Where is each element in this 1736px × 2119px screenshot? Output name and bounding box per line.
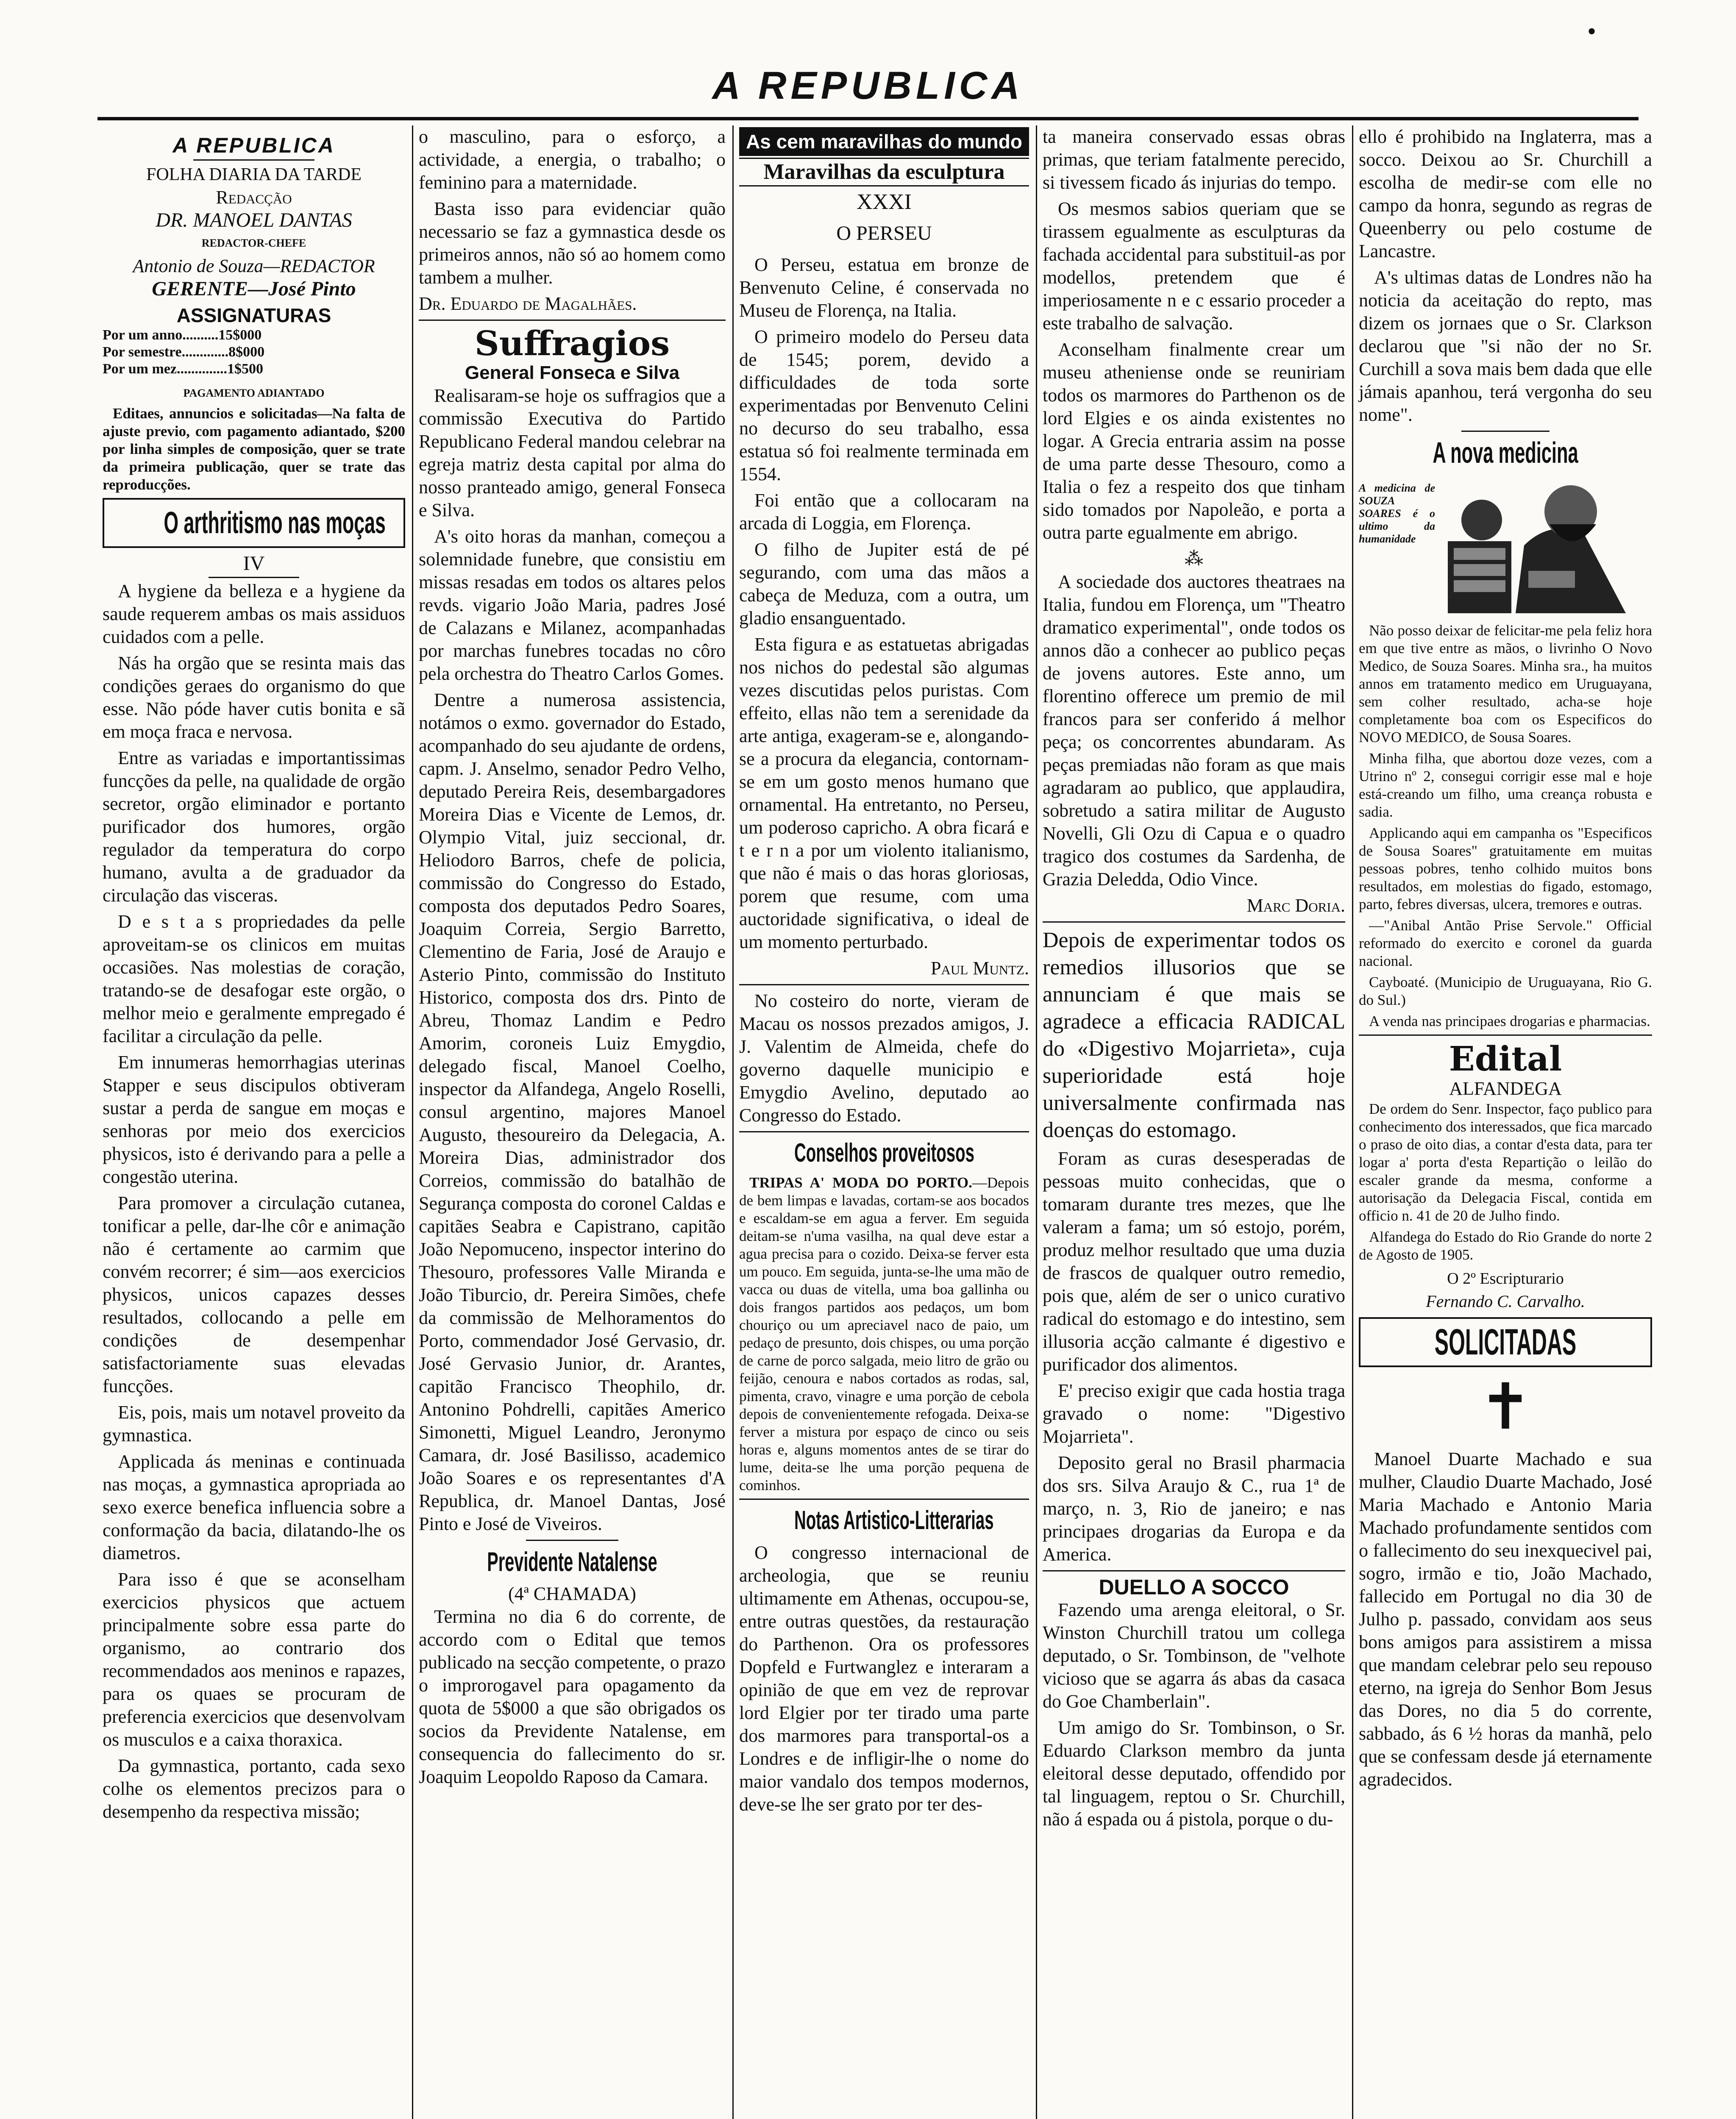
suffragios-subtitle: General Fonseca e Silva — [465, 362, 680, 383]
paragraph: A sociedade dos auctores theatraes na Italia, fundou em Florença, um "Theatro dramatico experimental", onde todos os annos dão a conhecer ao publico peças de jovens autores. Este anno, um florentino offerece um premio de mil francos para ser conferido á melhor peça; os concorrentes abundaram. As peças premiadas não foram as que mais agradaram ao publico, que applaudira, sobretudo a satira militar de Augusto Novelli, Gli Ozu di Capua e o quadro tragico dos costumes da Sardenha, de Grazia Deledda, Odio Vince. — [1043, 571, 1345, 890]
recipe-text: —Depois de bem limpas e lavadas, cortam-se aos bocados e escaldam-se em agua a ferver. Em seguida deitam-se n'uma vasilha, na qual deve estar a agua precisa para o cozido. Deixa-se ferver esta um pouco. Em seguida, junta-se-lhe uma mão de vacca ou duas de vitella, uma boa gallinha ou dois frangos partidos aos pedaços, um bom chouriço ou um apreciavel naco de paio, um pedaço de presunto, dois chispes, ou uma porção de carne de porco salgada, meio litro de grão ou feijão, cenoura e nabos cortados as rodas, sal, pimenta, cravo, vinagre e uma porção de cebola depois de convenientemente refogada. Deixa-se ferver a mistura por espaço de cinco ou seis horas e, alguns momentos antes de se tirar do lume, deita-se lhe uma porção pequena de cominhos. — [739, 1174, 1029, 1493]
doctor-illustration — [1444, 473, 1647, 617]
editaes-note: Editaes, annuncios e solicitadas—Na falta de ajuste previo, com pagamento adiantado, $200 por linha simples de composição, quer se trate da primeira publicação, quer se trate das reproducções. — [103, 405, 405, 493]
paragraph: o masculino, para o esforço, a actividade, a energia, o trabalho; o feminino para a maternidade. — [419, 126, 726, 193]
arthritismo-title-box — [103, 498, 405, 548]
assignaturas-price: Por um anno..........15$000 — [103, 327, 262, 343]
signature: Marc Doria. — [1246, 895, 1345, 916]
section-subtitle: Maravilhas da esculptura — [739, 158, 1029, 186]
conselhos-title: Conselhos proveitosos — [794, 1138, 975, 1168]
divider — [193, 159, 314, 161]
advert-illustration — [1359, 473, 1652, 617]
paragraph: Alfandega do Estado do Rio Grande do norte 2 de Agosto de 1905. — [1359, 1229, 1652, 1263]
paragraph: Dentre a numerosa assistencia, notámos o exmo. governador do Estado, acompanhado do seu ajudante de ordens, capm. J. Anselmo, senador Pedro Velho, deputado Pereira Reis, desembargadores Moreira Dias e Vicente de Lemos, dr. Olympio Vital, juiz seccional, dr. Heliodoro Barros, chefe de policia, commissão do Congresso do Estado, composta dos deputados Pedro Soares, Joaquim Correia, Sergio Barretto, Clementino de Faria, José de Araujo e Asterio Pinto, commissão do Instituto Historico, composta dos drs. Pinto de Abreu, Thomaz Landim e Pedro Amorim, coroneis Luiz Emygdio, delegado fiscal, Manoel Coelho, inspector da Alfandega, Angelo Roselli, consul argentino, majores Manoel Augusto, thesoureiro da Delegacia, A. Moreira Dias, administrador dos Correios, commissão do batalhão de Segurança composta do coronel Caldas e capitães Seabra e Capistrano, capitão João Nepomuceno, inspector interino do Thesouro, professores Valle Miranda e João Tiburcio, dr. Pereira Simões, chefe da commissão de Melhoramentos do Porto, commendador José Gervasio, dr. José Gervasio Junior, dr. Arantes, capitão Francisco Theophilo, dr. Antonino Pohdrelli, capitães Americo Simonetti, Miguel Leandro, Jeronymo Camara, dr. José Basilisso, academico João Soares e os representantes d'A Republica, dr. Manoel Dantas, José Pinto e José de Viveiros. — [419, 690, 726, 1534]
paragraph: A hygiene da belleza e a hygiene da saude requerem ambas os mais assiduos cuidados com a pelle. — [103, 581, 405, 647]
paragraph: No costeiro do norte, vieram de Macau os nossos prezados amigos, J. J. Valentim de Almeida, chefe do governo daquelle municipio e Emygdio Avelino, deputado ao Congresso do Estado. — [739, 990, 1029, 1126]
article-part: IV — [243, 552, 265, 575]
signature: Paul Muntz. — [931, 958, 1029, 979]
column-divider — [412, 125, 413, 2119]
paragraph: Realisaram-se hoje os suffragios que a commissão Executiva do Partido Republicano Federal mandou celebrar na egreja matriz desta capital por alma do nosso pranteado amigo, general Fonseca e Silva. — [419, 385, 726, 520]
colophon-name: A REPUBLICA — [172, 133, 335, 157]
colophon-director-role: REDACTOR-CHEFE — [201, 237, 306, 249]
divider — [739, 1131, 1029, 1132]
assignaturas-price: Por semestre.............8$000 — [103, 344, 265, 360]
paragraph: ello é prohibido na Inglaterra, mas a socco. Deixou ao Sr. Churchill a escolha de medir-se com elle no campo da honra, segundo as regras de Queenberry ou pelo costume de Lancastre. — [1359, 126, 1652, 261]
testimonial: A venda nas principaes drogarias e pharmacias. — [1369, 1013, 1650, 1029]
section-banner: As cem maravilhas do mundo — [739, 127, 1029, 156]
divider — [1461, 431, 1550, 432]
divider — [419, 320, 726, 321]
paragraph: A's oito horas da manhan, começou a solemnidade funebre, que consistiu em missas resadas em todos os altares pelos revds. vigario João Maria, padres José de Calazans e Milanez, acompanhadas por marchas funebres tocadas no côro pela orchestra do Theatro Carlos Gomes. — [419, 526, 726, 684]
duello-title: DUELLO A SOCCO — [1099, 1575, 1289, 1599]
masthead-rule — [97, 117, 1639, 120]
assignaturas-title: ASSIGNATURAS — [176, 304, 331, 326]
paragraph: De ordem do Senr. Inspector, faço publico para conhecimento dos interessados, que fica marcado o praso de oito dias, a contar d'esta data, para ter logar a' porta d'esta Repartição o leilão do escaler grande da mesma, conforme a autorisação da Delegacia Fiscal, contida em officio n. 41 de 20 de Julho findo. — [1359, 1101, 1652, 1224]
divider — [209, 577, 299, 578]
solicitadas-title: SOLICITADAS — [1434, 1322, 1577, 1363]
paragraph: Applicada ás meninas e continuada nas moças, a gymnastica apropriada ao sexo exerce benefica influencia sobre a conformação da bacia, dilatando-lhe os diametros. — [103, 1451, 405, 1563]
colophon-subtitle: FOLHA DIARIA DA TARDE — [146, 165, 362, 184]
radical-advert: Depois de experimentar todos os remedios illusorios que se annunciam é que mais se agradece a efficacia RADICAL do «Digestivo Mojarrieta», cuja superioridade está hoje universalmente confirmada nas doenças do estomago. — [1043, 928, 1345, 1142]
solicitadas-title-box — [1359, 1317, 1652, 1367]
paragraph: Manoel Duarte Machado e sua mulher, Claudio Duarte Machado, José Maria Machado e Antonio Maria Machado profundamente sentidos com o fallecimento do seu inexquecivel pai, sogro, irmão e tio, João Machado, fallecido em Portugal no dia 30 de Julho p. passado, convidam aos seus bons amigos para assistirem a missa que mandam celebrar pelo seu repouso eterno, na igreja do Senhor Bom Jesus das Dores, no dia 5 do corrente, sabbado, ás 6 ½ horas da manhã, pelo que se confessam desde já eternamente agradecidos. — [1359, 1449, 1652, 1790]
paragraph: ta maneira conservado essas obras primas, que teriam fatalmente perecido, si tivessem ficado ás injurias do tempo. — [1043, 126, 1345, 193]
recipe-heading: TRIPAS A' MODA DO PORTO. — [749, 1174, 972, 1191]
paragraph: Fazendo uma arenga eleitoral, o Sr. Winston Churchill tratou um collega deputado, o Sr. Tombinson, de "velhote vicioso que se agarra ás abas da casaca do Goe Chamberlain". — [1043, 1599, 1345, 1712]
paragraph: Entre as variadas e importantissimas funcções da pelle, na qualidade de orgão secretor, orgão eliminador e portanto purificador dos humores, orgão regulador da temperatura do corpo humano, avulta a de graduador da circulação das visceras. — [103, 748, 405, 906]
colophon-gerente: GERENTE—José Pinto — [152, 278, 356, 300]
column-divider — [1352, 125, 1353, 2119]
column-4 — [1038, 125, 1350, 2119]
paragraph: Em innumeras hemorrhagias uterinas Stapper e seus discipulos obtiveram sustar a perda de sangue em moças e senhoras por meio dos exercicios physicos, isto é derivando para a pelle a congestão uterina. — [103, 1052, 405, 1187]
paragraph: O Perseu, estatua em bronze de Benvenuto Celine, é conservada no Museu de Florença, na Italia. — [739, 254, 1029, 321]
paragraph: Eis, pois, mais um notavel proveito da gymnastica. — [103, 1402, 405, 1446]
column-1 — [97, 125, 410, 2119]
pagamento-note: PAGAMENTO ADIANTADO — [183, 387, 325, 399]
paragraph: Basta isso para evidenciar quão necessario se faz a gymnastica desde os primeiros annos, não só ao homem como tambem a mulher. — [419, 198, 726, 288]
column-3 — [734, 125, 1034, 2119]
masthead: A REPUBLICA — [712, 64, 1024, 107]
column-divider — [1036, 125, 1037, 2119]
article-number: XXXI — [857, 190, 912, 214]
assignaturas-price: Por um mez..............1$500 — [103, 361, 263, 377]
paragraph: Deposito geral no Brasil pharmacia dos srs. Silva Araujo & C., rua 1ª de março, n. 3, Rio de janeiro; e nas principaes drogarias da Europa e da America. — [1043, 1452, 1345, 1565]
paragraph: Aconselham finalmente crear um museu atheniense onde se reuniriam todos os marmores do Parthenon os de lord Elgies e os ainda existentes no logar. A Grecia entraria assim na posse de uma parte desse Thesouro, como a Italia o fez a respeito dos que tinham sido tomados por Napoleão, e porta a outra parte egualmente em abrigo. — [1043, 339, 1345, 543]
paragraph: Foi então que a collocaram na arcada di Loggia, em Florença. — [739, 490, 1029, 534]
divider — [739, 984, 1029, 985]
paragraph: D e s t a s propriedades da pelle aproveitam-se os clinicos em muitas occasiões. Nas molestias de coração, tratando-se de desafogar este orgão, o melhor meio e geralmente empregado é facilitar a circulação da pelle. — [103, 911, 405, 1046]
paragraph: Para isso é que se aconselham exercicios physicos que actuem principalmente sobre essa parte do organismo, ao contrario dos recommendados aos meninos e rapazes, para os quaes se procuram de preferencia exercicios que desenvolvam os musculos e a caixa thoraxica. — [103, 1569, 405, 1750]
column-5 — [1354, 125, 1657, 2119]
article-heading: O PERSEU — [836, 222, 932, 245]
divider — [1043, 921, 1345, 923]
testimonial: Cayboaté. (Municipio de Uruguayana, Rio G. do Sul.) — [1359, 974, 1652, 1008]
paragraph: O filho de Jupiter está de pé segurando, com uma das mãos a cabeça de Meduza, com a outra, um gladio ensanguentado. — [739, 539, 1029, 628]
testimonial: Applicando aqui em campanha os "Especificos de Sousa Soares" gratuitamente em muitas pessoas pobres, tenho colhido muitos bons resultados, em molestias do figado, estomago, parto, febres diversas, ulcera, tremores e outras. — [1359, 825, 1652, 912]
paragraph: A's ultimas datas de Londres não ha noticia da aceitação do repto, mas dizem os jornaes que o Sr. Clarkson declarou que "si não der no Sr. Curchill a sova mais bem dada que elle jámais apanhou, terá vergonha do seu nome". — [1359, 267, 1652, 425]
signature: Dr. Eduardo de Magalhães. — [419, 293, 637, 314]
divider — [1359, 1034, 1652, 1036]
corner-mark: • — [1587, 17, 1596, 45]
colophon-director: DR. MANOEL DANTAS — [156, 209, 352, 231]
cross-icon: ✝ — [1479, 1372, 1532, 1443]
divider — [1043, 1570, 1345, 1571]
testimonial: Minha filha, que abortou doze vezes, com a Utrino nº 2, consegui corrigir esse mal e hoje está-creando um filho, uma creança robusta e sadia. — [1359, 750, 1652, 820]
edital-signature: Fernando C. Carvalho. — [1426, 1292, 1585, 1311]
paragraph: Os mesmos sabios queriam que se tirassem egualmente as esculpturas da fachada accidental para substituil-as por modellos, pretendem que é imperiosamente n e c essario proceder a este trabalho de salvação. — [1043, 198, 1345, 334]
paragraph: Esta figura e as estatuetas abrigadas nos nichos do pedestal são algumas vezes discutidas pelos puristas. Com effeito, ellas não tem a serenidade da arte antiga, exageram-se e, alongando-se a procura da elegancia, contornam-se em um gosto menos humano que ornamental. Ha entretanto, no Perseu, um poderoso capricho. A obra ficará e t e r n a por um violento italianismo, que não é mais o das horas gloriosas, porem que resume, com uma auctoridade significativa, o ideal de um momento perturbado. — [739, 634, 1029, 952]
paragraph: Foram as curas desesperadas de pessoas muito conhecidas, que o tomaram durante tres mezes, que lhe valeram a fama; um só estojo, porém, produz melhor resultado que uma duzia de frascos de qualquer outro remedio, pois que, além de ser o unico curativo radical do estomago e do intestino, sem illusoria acção calmante é digestivo e purificador dos alimentos. — [1043, 1148, 1345, 1375]
paragraph: E' preciso exigir que cada hostia traga gravado o nome: "Digestivo Mojarrieta". — [1043, 1380, 1345, 1447]
suffragios-title: Suffragios — [474, 323, 670, 363]
previdente-title: Previdente Natalense — [487, 1546, 657, 1577]
notas-title: Notas Artistico-Litterarias — [794, 1506, 994, 1535]
testimonial: Não posso deixar de felicitar-me pela feliz hora em que tive entre as mãos, o livrinho O Novo Medico, de Souza Soares. Minha sra., ha muitos annos em tratamento medico em Uruguayana, sem colher resultado, acha-se hoje completamente boa com os Especificos do NOVO MEDICO, de Sousa Soares. — [1359, 622, 1652, 745]
previdente-subtitle: (4ª CHAMADA) — [508, 1583, 636, 1604]
divider — [526, 1540, 618, 1541]
paragraph: O primeiro modelo do Perseu data de 1545; porem, devido a difficuldades de toda sorte experimentadas por Benvenuto Celini no decurso do seu trabalho, essa estatua só foi realmente terminada em 1554. — [739, 326, 1029, 484]
paragraph: Para promover a circulação cutanea, tonificar a pelle, dar-lhe côr e animação não é certamente ao carmim que convém recorrer; é sim—aos exercicios physicos, unicos capazes desses resultados, collocando a pelle em condições de desempenhar satisfactoriamente suas elevadas funcções. — [103, 1193, 405, 1396]
paragraph: Termina no dia 6 do corrente, de accordo com o Edital que temos publicado na secção competente, o prazo o improrogavel para opagamento da quota de 5$000 a que são obrigados os socios da Previdente Natalense, em consequencia do fallecimento do sr. Joaquim Leopoldo Raposo da Camara. — [419, 1606, 726, 1787]
advert-caption: A medicina de SOUZA SOARES é o ultimo da humanidade — [1359, 482, 1435, 545]
edital-title: Edital — [1449, 1039, 1562, 1079]
colophon-redactor: Antonio de Souza—REDACTOR — [133, 256, 375, 276]
asterism: ⁂ — [1185, 548, 1203, 569]
paragraph: Nás ha orgão que se resinta mais das condições geraes do organismo do que esse. Não póde haver cutis bonita e sã em moça fraca e nervosa. — [103, 653, 405, 742]
nova-medicina-title: A nova medicina — [1433, 436, 1578, 469]
paragraph: Um amigo do Sr. Tombinson, o Sr. Eduardo Clarkson membro da junta eleitoral desse deputado, offendido por tal linguagem, reptou o Sr. Churchill, não á espada ou á pistola, porque o du- — [1043, 1717, 1345, 1830]
colophon-redaccao: Redacção — [216, 187, 292, 208]
edital-role: O 2º Escripturario — [1447, 1270, 1564, 1288]
paragraph: Da gymnastica, portanto, cada sexo colhe os elementos precizos para o desempenho da respectiva missão; — [103, 1755, 405, 1822]
divider — [739, 1499, 1029, 1500]
testimonial: —"Anibal Antão Prise Servole." Official reformado do exercito e coronel da guarda nacional. — [1359, 917, 1652, 969]
article-title: O arthritismo nas moças — [164, 506, 386, 540]
column-2 — [414, 125, 731, 2119]
paragraph: O congresso internacional de archeologia, que se reuniu ultimamente em Athenas, occupou-se, entre outras questões, da restauração do Parthenon. Ora os professores Dopfeld e Furtwanglez e interaram a opinião de que em vez de reprovar lord Elgier por ter tirado uma parte dos marmores para transportal-os a Londres e de infligir-lhe o nome do maior vandalo dos tempos modernos, deve-se lhe ser grato por ter des- — [739, 1542, 1029, 1815]
edital-subtitle: ALFANDEGA — [1449, 1078, 1562, 1099]
column-divider — [732, 125, 734, 2119]
